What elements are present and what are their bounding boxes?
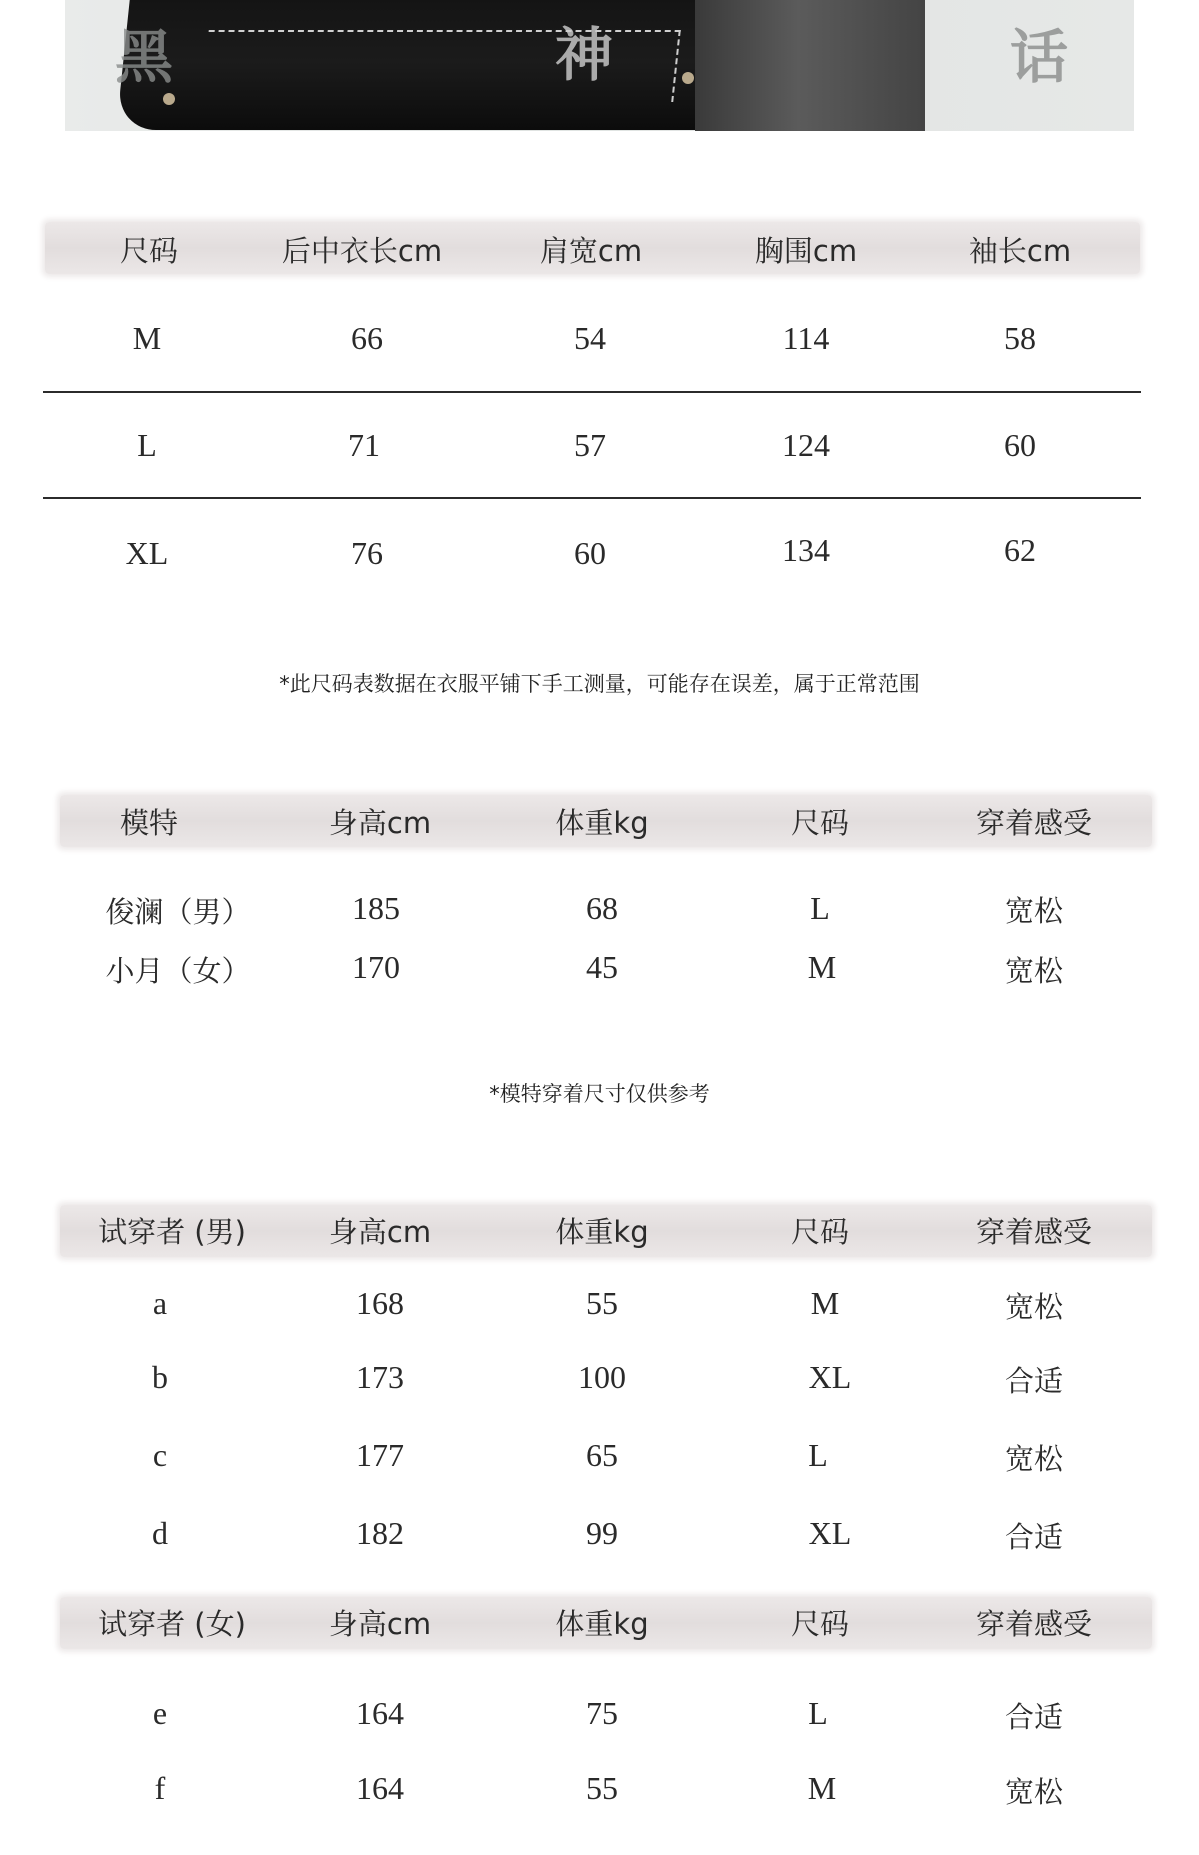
table-cell: 俊澜（男） [105, 895, 251, 929]
table-cell: M [807, 949, 837, 985]
table-cell: 57 [574, 427, 606, 463]
model-header-weight: 体重kg [555, 806, 649, 840]
table-cell: XL [808, 1359, 852, 1395]
table-cell: 54 [574, 320, 606, 356]
table-cell: L [808, 1437, 828, 1473]
table-cell: 75 [586, 1695, 618, 1731]
trial-male-header-feel: 穿着感受 [975, 1215, 1093, 1249]
table-cell: XL [125, 535, 169, 571]
table-cell: 71 [348, 427, 380, 463]
model-header-feel: 穿着感受 [975, 806, 1093, 840]
hero-char-1: 黑 [115, 23, 174, 91]
table-cell: c [152, 1437, 168, 1473]
trial-female-header-feel: 穿着感受 [975, 1607, 1093, 1641]
trial-female-header-weight: 体重kg [555, 1607, 649, 1641]
table-cell: 185 [352, 890, 400, 926]
model-header-height: 身高cm [328, 806, 432, 840]
table-cell: 164 [356, 1770, 404, 1806]
trial-female-header-height: 身高cm [328, 1607, 432, 1641]
product-hero-image [65, 0, 1134, 131]
table-cell: 170 [352, 949, 400, 985]
table-cell: 宽松 [1004, 954, 1064, 988]
table-cell: 45 [586, 949, 618, 985]
trial-female-header-size: 尺码 [790, 1607, 850, 1641]
table-cell: 宽松 [1004, 1775, 1064, 1809]
table-cell: e [152, 1695, 168, 1731]
table-cell: 168 [356, 1285, 404, 1321]
table-cell: 124 [782, 427, 830, 463]
table-cell: 164 [356, 1695, 404, 1731]
row-divider [43, 497, 1141, 499]
table-cell: 合适 [1004, 1700, 1064, 1734]
table-cell: 173 [356, 1359, 404, 1395]
garment-side-panel [695, 0, 925, 131]
table-cell: 62 [1004, 532, 1036, 568]
table-cell: 合适 [1004, 1520, 1064, 1554]
table-cell: 60 [1004, 427, 1036, 463]
table-cell: 合适 [1004, 1364, 1064, 1398]
table-cell: 宽松 [1004, 1290, 1064, 1324]
table-cell: 76 [351, 535, 383, 571]
table-cell: 182 [356, 1515, 404, 1551]
rivet-icon [163, 93, 175, 105]
model-header-name: 模特 [119, 806, 179, 840]
table-cell: M [807, 1770, 837, 1806]
rivet-icon [682, 72, 694, 84]
table-cell: L [137, 427, 157, 463]
size-header-chest: 胸围cm [754, 234, 858, 268]
size-table-note: *此尺码表数据在衣服平铺下手工测量，可能存在误差，属于正常范围 [279, 672, 920, 696]
table-cell: L [810, 890, 830, 926]
model-table-note: *模特穿着尺寸仅供参考 [489, 1082, 710, 1106]
hero-char-2: 神 [555, 21, 614, 89]
table-cell: 66 [351, 320, 383, 356]
table-cell: f [154, 1770, 166, 1806]
table-cell: a [152, 1285, 168, 1321]
table-cell: 小月（女） [105, 954, 251, 988]
row-divider [43, 391, 1141, 393]
table-cell: L [808, 1695, 828, 1731]
table-cell: d [152, 1515, 168, 1551]
table-cell: 55 [586, 1770, 618, 1806]
table-cell: 65 [586, 1437, 618, 1473]
table-cell: 114 [782, 320, 830, 356]
trial-female-header-name: 试穿者 (女) [98, 1607, 246, 1641]
trial-male-header-height: 身高cm [328, 1215, 432, 1249]
table-cell: 55 [586, 1285, 618, 1321]
table-cell: 宽松 [1004, 894, 1064, 928]
trial-male-header-size: 尺码 [790, 1215, 850, 1249]
table-cell: 58 [1004, 320, 1036, 356]
table-cell: 177 [356, 1437, 404, 1473]
size-header-sleeve: 袖长cm [968, 234, 1072, 268]
table-cell: M [132, 320, 162, 356]
size-header-size: 尺码 [119, 234, 179, 268]
hero-char-3: 话 [1010, 23, 1069, 91]
table-cell: 100 [578, 1359, 626, 1395]
table-cell: 68 [586, 890, 618, 926]
table-cell: XL [808, 1515, 852, 1551]
table-cell: M [810, 1285, 840, 1321]
table-cell: b [152, 1359, 168, 1395]
size-header-shoulder: 肩宽cm [539, 234, 643, 268]
model-header-size: 尺码 [790, 806, 850, 840]
table-cell: 60 [574, 535, 606, 571]
trial-male-header-name: 试穿者 (男) [98, 1215, 246, 1249]
table-cell: 99 [586, 1515, 618, 1551]
size-header-length: 后中衣长cm [281, 234, 443, 268]
table-cell: 宽松 [1004, 1442, 1064, 1476]
table-cell: 134 [782, 532, 830, 568]
trial-male-header-weight: 体重kg [555, 1215, 649, 1249]
